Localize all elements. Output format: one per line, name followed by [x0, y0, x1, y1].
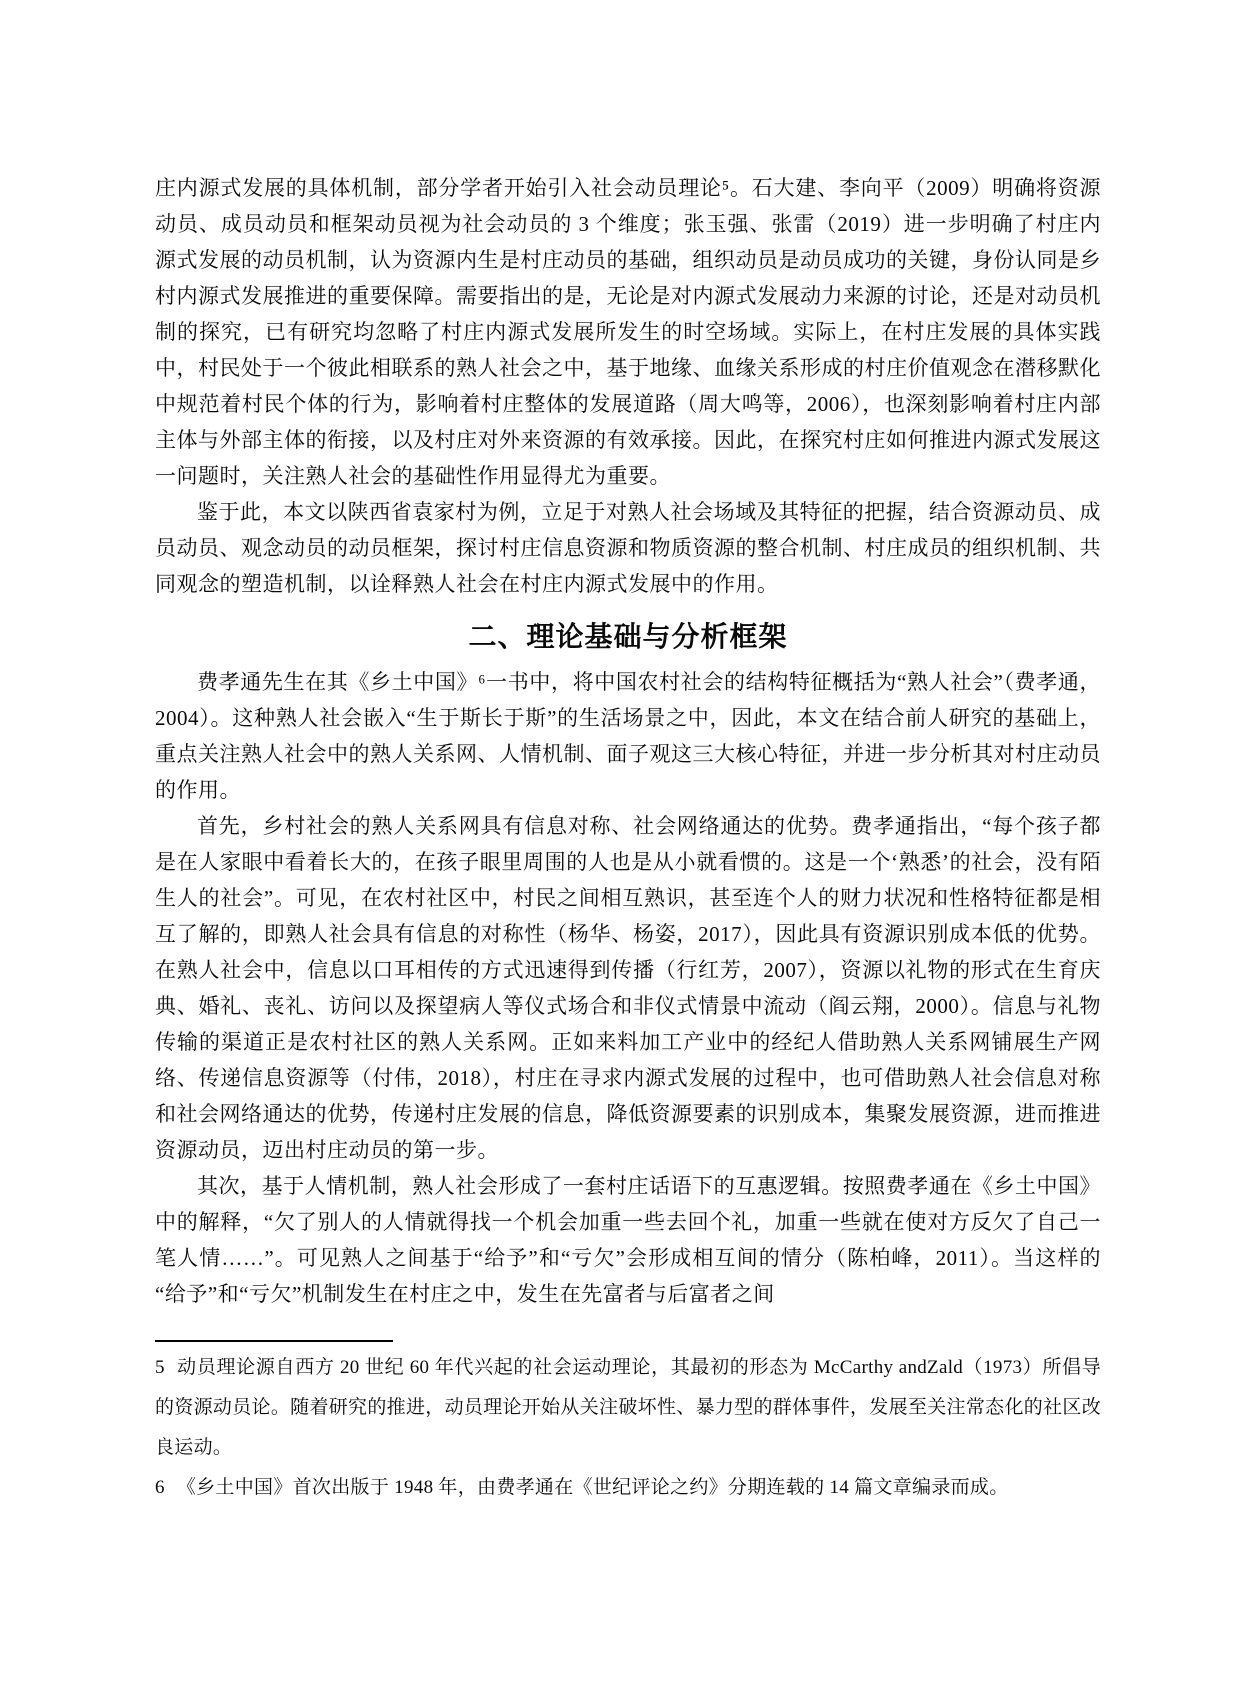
paragraph-continuation: 庄内源式发展的具体机制，部分学者开始引入社会动员理论⁵。石大建、李向平（2009）明确将资源动员、成员动员和框架动员视为社会动员的 3 个维度；张玉强、张雷（2019）进一步明确了村庄内源式发展的动员机制，认为资源内生是村庄动员的基础，组织动员是动员成功的关键，身份认同是乡村内源式发展推进的重要保障。需要指出的是，无论是对内源式发展动力来源的讨论，还是对动员机制的探究，已有研究均忽略了村庄内源式发展所发生的时空场域。实际上，在村庄发展的具体实践中，村民处于一个彼此相联系的熟人社会之中，基于地缘、血缘关系形成的村庄价值观念在潜移默化中规范着村民个体的行为，影响着村庄整体的发展道路（周大鸣等，2006），也深刻影响着村庄内部主体与外部主体的衔接，以及村庄对外来资源的有效承接。因此，在探究村庄如何推进内源式发展这一问题时，关注熟人社会的基础性作用显得尤为重要。	[155, 176, 1101, 488]
footnote-5	[155, 1348, 1101, 1468]
paragraph-first-point: 首先，乡村社会的熟人关系网具有信息对称、社会网络通达的优势。费孝通指出，“每个孩子都是在人家眼中看着长大的，在孩子眼里周围的人也是从小就看惯的。这是一个‘熟悉’的社会，没有陌生人的社会”。可见，在农村社区中，村民之间相互熟识，甚至连个人的财力状况和性格特征都是相互了解的，即熟人社会具有信息的对称性（杨华、杨姿，2017），因此具有资源识别成本低的优势。在熟人社会中，信息以口耳相传的方式迅速得到传播（行红芳，2007），资源以礼物的形式在生育庆典、婚礼、丧礼、访问以及探望病人等仪式场合和非仪式情景中流动（阎云翔，2000）。信息与礼物传输的渠道正是农村社区的熟人关系网。正如来料加工产业中的经纪人借助熟人关系网铺展生产网络、传递信息资源等（付伟，2018），村庄在寻求内源式发展的过程中，也可借助熟人社会信息对称和社会网络通达的优势，传递村庄发展的信息，降低资源要素的识别成本，集聚发展资源，进而推进资源动员，迈出村庄动员的第一步。	[155, 814, 1101, 1162]
footnotes-section	[155, 1340, 1101, 1508]
footnote-separator	[155, 1340, 393, 1342]
body-text-block	[155, 170, 1101, 1312]
paragraph-second-point: 其次，基于人情机制，熟人社会形成了一套村庄话语下的互惠逻辑。按照费孝通在《乡土中国》中的解释，“欠了别人的人情就得找一个机会加重一些去回个礼，加重一些就在使对方反欠了自己一笔人情……”。可见熟人之间基于“给予”和“亏欠”会形成相互间的情分（陈柏峰，2011）。当这样的 “给予”和“亏欠”机制发生在村庄之中，发生在先富者与后富者之间	[155, 1174, 1101, 1306]
paragraph-fei-xiaotong: 费孝通先生在其《乡土中国》⁶一书中，将中国农村社会的结构特征概括为“熟人社会”（费孝通， 2004）。这种熟人社会嵌入“生于斯长于斯”的生活场景之中，因此，本文在结合前人研究的基础上，重点关注熟人社会中的熟人关系网、人情机制、面子观这三大核心特征，并进一步分析其对村庄动员的作用。	[155, 670, 1101, 802]
footnote-6-marker: 6	[155, 1477, 165, 1498]
footnote-5-text: 动员理论源自西方 20 世纪 60 年代兴起的社会运动理论，其最初的形态为 McCarthy andZald（1973）所倡导的资源动员论。随着研究的推进，动员理论开始从关注破坏性、暴力型的群体事件，发展至关注常态化的社区改良运动。	[155, 1357, 1101, 1458]
section-heading: 二、理论基础与分析框架	[468, 621, 788, 652]
footnote-5-marker: 5	[155, 1357, 165, 1378]
footnote-6	[155, 1468, 1101, 1508]
footnote-6-text: 《乡土中国》首次出版于 1948 年，由费孝通在《世纪评论之约》分期连载的 14 篇文章编录而成。	[176, 1477, 1009, 1498]
paragraph-overview: 鉴于此，本文以陕西省袁家村为例，立足于对熟人社会场域及其特征的把握，结合资源动员、成员动员、观念动员的动员框架，探讨村庄信息资源和物质资源的整合机制、村庄成员的组织机制、共同观念的塑造机制，以诠释熟人社会在村庄内源式发展中的作用。	[155, 500, 1101, 596]
